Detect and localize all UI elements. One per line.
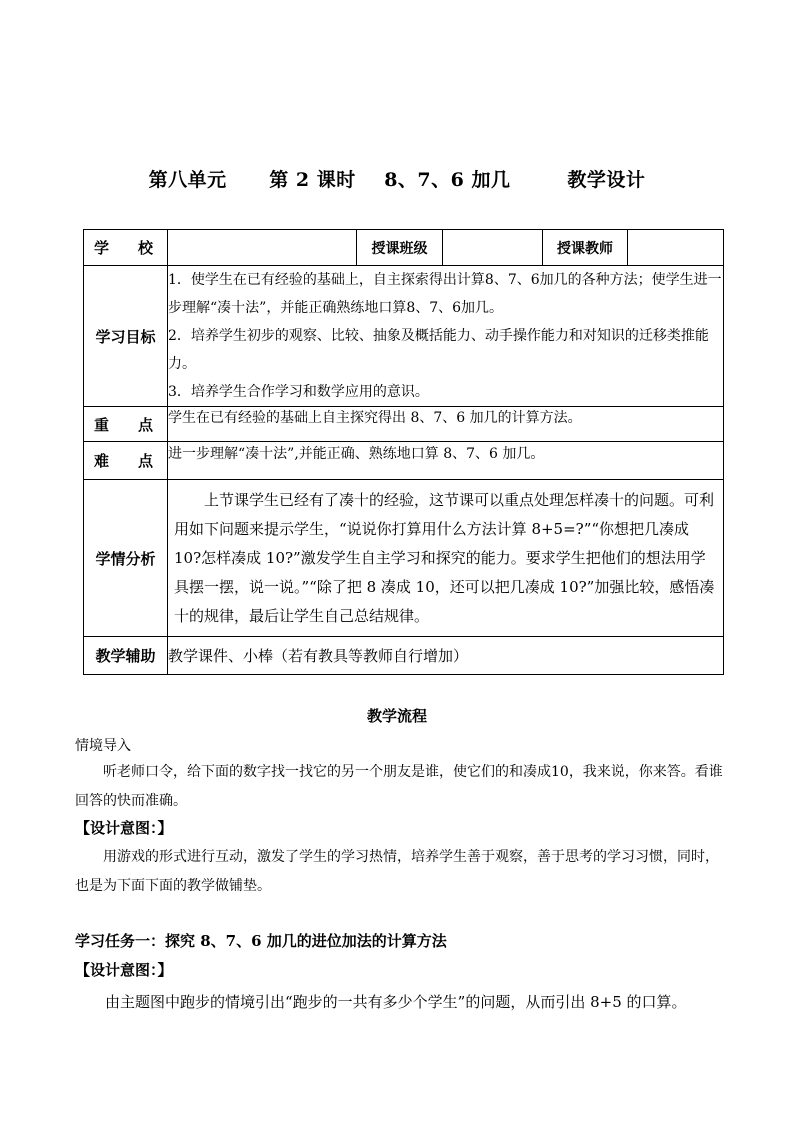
lesson-info-table (83, 229, 724, 675)
key-label-char-1: 重 (94, 415, 110, 434)
analysis-cell (168, 480, 724, 637)
difficulty-label-char-2: 点 (137, 452, 153, 470)
school-row (84, 230, 724, 266)
difficulty-value: 进一步理解“凑十法”,并能正确、熟练地口算 8、7、6 加几。 (168, 442, 724, 480)
school-label-char-2: 校 (137, 239, 153, 257)
intro-text: 听老师口令，给下面的数字找一找它的另一个朋友是谁，使它们的和凑成10，我来说，你来答。看谁回答的快而准确。 (75, 764, 723, 809)
analysis-row (84, 480, 724, 637)
school-label-cell (84, 230, 168, 266)
task1-title: 学习任务一：探究 8、7、6 加几的进位加法的计算方法 (75, 932, 447, 950)
school-label-char-1: 学 (94, 239, 110, 257)
intro-label: 情境导入 (75, 738, 131, 754)
analysis-label: 学情分析 (84, 480, 168, 637)
difficulty-row (84, 442, 724, 480)
key-point-row (84, 407, 724, 442)
analysis-text: 上节课学生已经有了凑十的经验，这节课可以重点处理怎样凑十的问题。可利用如下问题来提示学生，“说说你打算用什么方法计算 8+5=?”“你想把几凑成 10?怎样凑成 10?”激发学生自主学习和探究的能力。要求学生把他们的想法用学具摆一摆，说一说。”“除了把 8 凑成 10，还可以把几凑成 10?”加强比较，感悟凑十的规律，最后让学生自己总结规律。 (174, 490, 715, 625)
document-title: 第八单元 第 2 课时 8、7、6 加几 教学设计 (148, 169, 646, 191)
flow-heading: 教学流程 (366, 707, 427, 725)
aids-row (84, 637, 724, 675)
design-text-2: 由主题图中跑步的情境引出“跑步的一共有多少个学生”的问题，从而引出 8+5 的口算。 (105, 993, 687, 1011)
school-value-cell (168, 230, 357, 266)
goals-label: 学习目标 (84, 266, 168, 407)
key-point-value: 学生在已有经验的基础上自主探究得出 8、7、6 加几的计算方法。 (168, 407, 724, 442)
aids-value: 教学课件、小棒（若有教具等教师自行增加） (168, 637, 724, 675)
design-intent-label-2: 【设计意图：】 (75, 961, 173, 979)
key-point-label-cell (84, 407, 168, 442)
key-label-char-2: 点 (137, 415, 153, 434)
teacher-value-cell (628, 230, 724, 266)
difficulty-label-char-1: 难 (94, 452, 110, 470)
design-text-1: 用游戏的形式进行互动，激发了学生的学习热情，培养学生善于观察，善于思考的学习习惯，同时，也是为下面下面的教学做铺垫。 (75, 849, 719, 894)
aids-label: 教学辅助 (84, 637, 168, 675)
difficulty-label-cell (84, 442, 168, 480)
class-value-cell (443, 230, 543, 266)
goal-item-2: 2．培养学生初步的观察、比较、抽象及概括能力、动手操作能力和对知识的迁移类推能力。 (168, 328, 709, 372)
goals-row (84, 266, 724, 407)
teacher-label: 授课教师 (543, 230, 628, 266)
goal-item-1: 1．使学生在已有经验的基础上，自主探索得出计算8、7、6加几的各种方法；使学生进一步理解“凑十法”，并能正确熟练地口算8、7、6加几。 (168, 272, 722, 316)
goals-cell (168, 266, 724, 407)
class-label: 授课班级 (357, 230, 443, 266)
design-intent-label-1: 【设计意图：】 (75, 819, 173, 837)
goal-item-3: 3．培养学生合作学习和数学应用的意识。 (168, 384, 429, 400)
